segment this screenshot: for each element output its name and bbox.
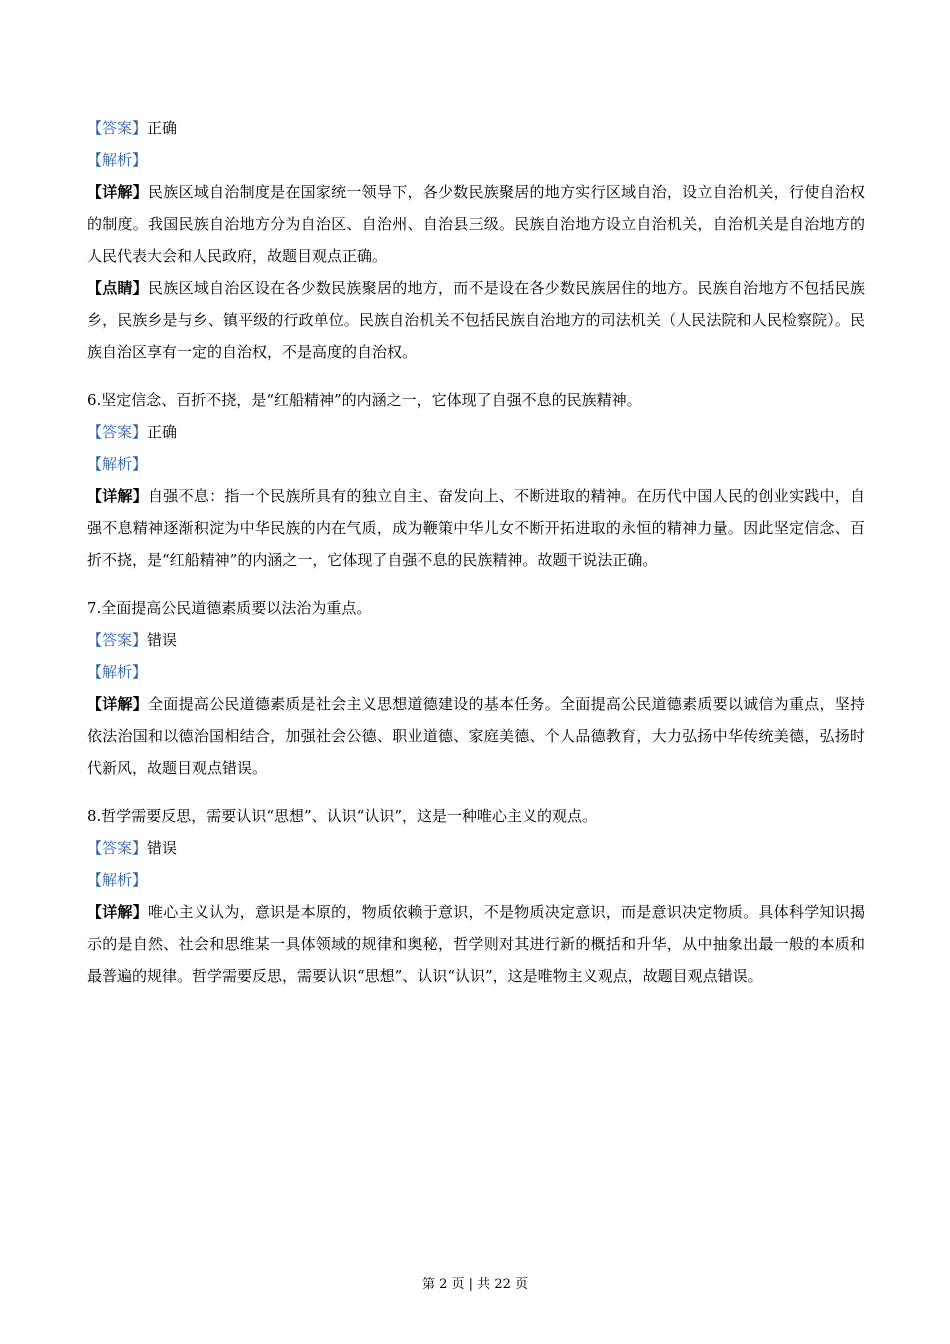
- detail-paragraph: [87, 480, 865, 576]
- analysis-line: [87, 144, 865, 176]
- answer-value: 错误: [147, 839, 178, 857]
- answer-label: 【答案】: [87, 119, 148, 137]
- highlight-paragraph: [87, 272, 865, 368]
- detail-label: 【详解】: [87, 695, 149, 713]
- spacer: [87, 576, 865, 592]
- analysis-label: 【解析】: [87, 871, 148, 889]
- page-footer: 第 2 页 | 共 22 页: [422, 1277, 528, 1292]
- answer-value: 正确: [147, 119, 178, 137]
- analysis-label: 【解析】: [87, 663, 148, 681]
- answer-line: [87, 112, 865, 144]
- answer-value: 错误: [147, 631, 178, 649]
- detail-paragraph: [87, 176, 865, 272]
- highlight-text: 民族区域自治区设在各少数民族聚居的地方，而不是设在各少数民族居住的地方。民族自治地方不包括民族乡，民族乡是与乡、镇平级的行政单位。民族自治机关不包括民族自治地方的司法机关（人民法院和人民检察院）。民族自治区享有一定的自治权，不是高度的自治权。: [87, 279, 865, 361]
- analysis-line: [87, 448, 865, 480]
- detail-label: 【详解】: [87, 903, 149, 921]
- answer-label: 【答案】: [87, 423, 148, 441]
- answer-label: 【答案】: [87, 839, 148, 857]
- highlight-label: 【点睛】: [87, 279, 149, 297]
- spacer: [87, 368, 865, 384]
- question-6: 6.坚定信念、百折不挠，是“红船精神”的内涵之一，它体现了自强不息的民族精神。: [87, 391, 642, 409]
- page-content: [87, 112, 865, 992]
- detail-paragraph: [87, 688, 865, 784]
- answer-line: [87, 832, 865, 864]
- answer-value: 正确: [147, 423, 178, 441]
- detail-label: 【详解】: [87, 487, 149, 505]
- analysis-label: 【解析】: [87, 455, 148, 473]
- answer-line: [87, 416, 865, 448]
- detail-text: 自强不息：指一个民族所具有的独立自主、奋发向上、不断进取的精神。在历代中国人民的创业实践中，自强不息精神逐渐积淀为中华民族的内在气质，成为鞭策中华儿女不断开拓进取的永恒的精神力量。因此坚定信念、百折不挠，是“红船精神”的内涵之一，它体现了自强不息的民族精神。故题干说法正确。: [87, 487, 865, 569]
- analysis-label: 【解析】: [87, 151, 148, 169]
- analysis-line: [87, 864, 865, 896]
- detail-label: 【详解】: [87, 183, 149, 201]
- question-7: 7.全面提高公民道德素质要以法治为重点。: [87, 599, 372, 617]
- spacer: [87, 784, 865, 800]
- question-8: 8.哲学需要反思，需要认识“思想”、认识“认识”，这是一种唯心主义的观点。: [87, 807, 597, 825]
- detail-text: 唯心主义认为，意识是本原的，物质依赖于意识，不是物质决定意识，而是意识决定物质。具体科学知识揭示的是自然、社会和思维某一具体领域的规律和奥秘，哲学则对其进行新的概括和升华，从中抽象出最一般的本质和最普遍的规律。哲学需要反思，需要认识“思想”、认识“认识”，这是唯物主义观点，故题目观点错误。: [87, 903, 865, 985]
- detail-text: 全面提高公民道德素质是社会主义思想道德建设的基本任务。全面提高公民道德素质要以诚信为重点，坚持依法治国和以德治国相结合，加强社会公德、职业道德、家庭美德、个人品德教育，大力弘扬中华传统美德，弘扬时代新风，故题目观点错误。: [87, 695, 865, 777]
- answer-line: [87, 624, 865, 656]
- detail-paragraph: [87, 896, 865, 992]
- detail-text: 民族区域自治制度是在国家统一领导下，各少数民族聚居的地方实行区域自治，设立自治机关，行使自治权的制度。我国民族自治地方分为自治区、自治州、自治县三级。民族自治地方设立自治机关，自治机关是自治地方的人民代表大会和人民政府，故题目观点正确。: [87, 183, 865, 265]
- analysis-line: [87, 656, 865, 688]
- answer-label: 【答案】: [87, 631, 148, 649]
